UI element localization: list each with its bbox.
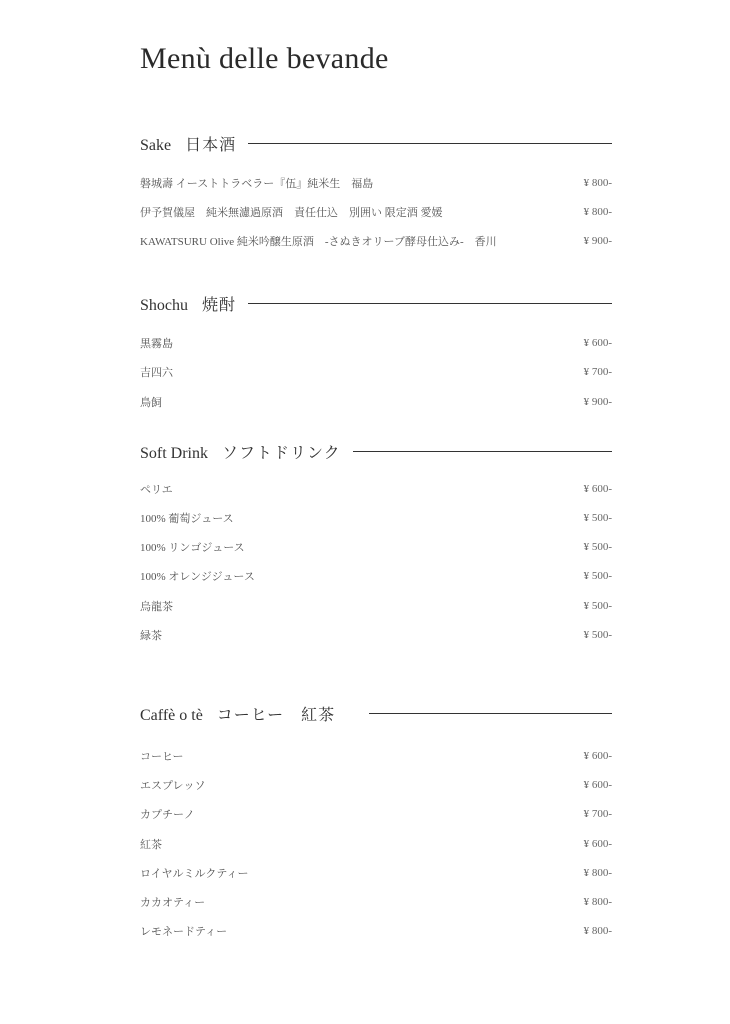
item-name: 伊予賀儀屋 純米無濾過原酒 責任仕込 別囲い 限定酒 愛媛 [140, 207, 443, 219]
item-price: ¥ 900- [583, 235, 612, 247]
item-price: ¥ 600- [583, 779, 612, 791]
section-divider [353, 451, 612, 452]
menu-item [140, 363, 612, 381]
item-name: レモネードティー [140, 926, 228, 938]
section-header-shochu [140, 292, 612, 314]
section-divider [369, 713, 612, 714]
item-name: 黒霧島 [140, 338, 173, 350]
section-title-en: Caffè o tè [140, 706, 203, 724]
item-name: 100% オレンジジュース [140, 571, 255, 583]
item-price: ¥ 500- [583, 512, 612, 524]
item-price: ¥ 900- [583, 396, 612, 408]
item-price: ¥ 800- [583, 177, 612, 189]
menu-item [140, 597, 612, 615]
item-price: ¥ 800- [583, 867, 612, 879]
item-name: 紅茶 [140, 839, 162, 851]
item-price: ¥ 800- [583, 925, 612, 937]
section-title-jp: 焼酎 [202, 296, 237, 314]
section-title [140, 132, 236, 155]
item-price: ¥ 800- [583, 896, 612, 908]
section-title [140, 702, 335, 725]
item-price: ¥ 600- [583, 838, 612, 850]
item-name: 鳥飼 [140, 397, 162, 409]
menu-item [140, 835, 612, 853]
menu-item [140, 626, 612, 644]
menu-item [140, 864, 612, 882]
item-name: 緑茶 [140, 630, 162, 642]
item-price: ¥ 600- [583, 750, 612, 762]
item-name: ペリエ [140, 484, 173, 496]
menu-item [140, 393, 612, 411]
section-title [140, 292, 236, 315]
section-divider [248, 143, 612, 144]
menu-item [140, 509, 612, 527]
item-price: ¥ 500- [583, 629, 612, 641]
section-title-jp: コーヒー 紅茶 [216, 706, 336, 724]
section-title-jp: ソフトドリンク [222, 444, 341, 462]
menu-item [140, 334, 612, 352]
item-name: カカオティー [140, 897, 206, 909]
item-name: ロイヤルミルクティー [140, 868, 249, 880]
section-title-en: Soft Drink [140, 444, 208, 462]
item-name: 100% 葡萄ジュース [140, 513, 234, 525]
item-price: ¥ 600- [583, 337, 612, 349]
item-name: 100% リンゴジュース [140, 542, 245, 554]
item-name: 吉四六 [140, 367, 173, 379]
page-title: Menù delle bevande [140, 42, 389, 75]
item-name: 烏龍茶 [140, 601, 173, 613]
menu-item [140, 922, 612, 940]
section-header-sake [140, 132, 612, 154]
item-name: エスプレッソ [140, 780, 206, 792]
item-price: ¥ 600- [583, 483, 612, 495]
menu-item [140, 480, 612, 498]
menu-item [140, 567, 612, 585]
item-price: ¥ 500- [583, 541, 612, 553]
section-title-en: Sake [140, 136, 172, 154]
menu-item [140, 747, 612, 765]
menu-item [140, 893, 612, 911]
menu-item [140, 203, 612, 221]
menu-item [140, 805, 612, 823]
menu-item [140, 174, 612, 192]
item-price: ¥ 800- [583, 206, 612, 218]
menu-item [140, 538, 612, 556]
item-name: カプチーノ [140, 809, 195, 821]
menu-item [140, 232, 612, 250]
item-price: ¥ 700- [583, 808, 612, 820]
menu-item [140, 776, 612, 794]
section-title [140, 440, 341, 463]
item-name: 磐城壽 イーストトラベラー『伍』純米生 福島 [140, 178, 374, 190]
item-price: ¥ 700- [583, 366, 612, 378]
item-name: KAWATSURU Olive 純米吟醸生原酒 -さぬきオリーブ酵母仕込み- 香川 [140, 236, 497, 248]
section-title-en: Shochu [140, 296, 188, 314]
item-name: コーヒー [140, 751, 184, 763]
section-header-caffe-o-te [140, 702, 612, 724]
item-price: ¥ 500- [583, 600, 612, 612]
section-header-soft-drink [140, 440, 612, 462]
section-divider [248, 303, 612, 304]
item-price: ¥ 500- [583, 570, 612, 582]
section-title-jp: 日本酒 [185, 136, 237, 154]
